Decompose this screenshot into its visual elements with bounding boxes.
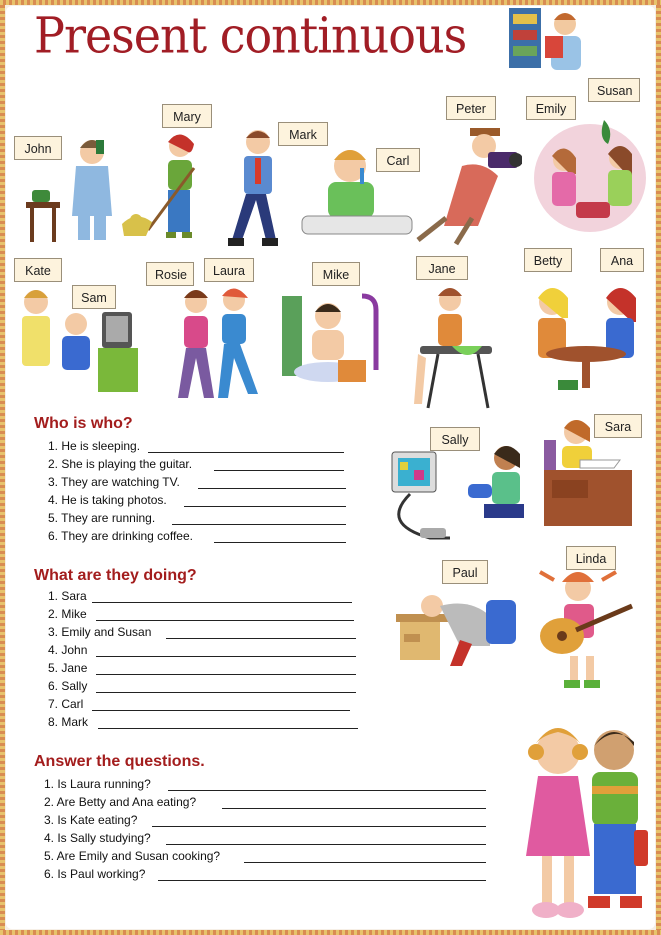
name-tag-emily: Emily [526,96,576,120]
answer-line[interactable] [172,524,346,525]
answer-line[interactable] [148,452,344,453]
question-text: 4. He is taking photos. [48,493,167,507]
name-tag-jane: Jane [416,256,468,280]
answer-line[interactable] [214,542,346,543]
two-kids-illustration [516,720,654,926]
name-tag-rosie: Rosie [146,262,194,286]
question-text: 6. Is Paul working? [44,867,146,881]
name-tag-paul: Paul [442,560,488,584]
answer-line[interactable] [96,620,354,621]
section-heading-what-are-they-doing: What are they doing? [34,567,197,584]
name-tag-sally: Sally [430,427,480,451]
name-tag-peter: Peter [446,96,496,120]
name-tag-mary: Mary [162,104,212,128]
answer-line[interactable] [166,844,486,845]
answer-line[interactable] [98,728,358,729]
question-text: 7. Carl [48,697,84,711]
name-tag-kate: Kate [14,258,62,282]
mike-bathing-illustration [282,292,382,388]
page-title: Present continuous [34,6,467,65]
answer-line[interactable] [244,862,486,863]
answer-line[interactable] [198,488,346,489]
question-text: 4. John [48,643,88,657]
question-text: 2. Are Betty and Ana eating? [44,795,197,809]
mary-sweeping-illustration [118,128,218,248]
name-tag-betty: Betty [524,248,572,272]
question-text: 2. She is playing the guitar. [48,457,193,471]
name-tag-mark: Mark [278,122,328,146]
jane-ironing-illustration [398,284,498,412]
name-tag-carl: Carl [376,148,420,172]
linda-playing-guitar-illustration [532,566,642,694]
question-text: 6. Sally [48,679,88,693]
name-tag-laura: Laura [204,258,254,282]
sally-playing-computer-illustration [380,444,530,548]
reading-boy-illustration [507,2,595,76]
name-tag-john: John [14,136,62,160]
section-heading-answer-the-questions: Answer the questions. [34,753,205,770]
answer-line[interactable] [158,880,486,881]
answer-line[interactable] [184,506,346,507]
name-tag-susan: Susan [588,78,640,102]
question-text: 4. Is Sally studying? [44,831,151,845]
answer-line[interactable] [92,602,352,603]
name-tag-ana: Ana [600,248,644,272]
question-text: 1. Is Laura running? [44,777,151,791]
answer-line[interactable] [214,470,344,471]
answer-line[interactable] [168,790,486,791]
peter-taking-photos-illustration [412,122,522,247]
answer-line[interactable] [222,808,486,809]
name-tag-mike: Mike [312,262,360,286]
answer-line[interactable] [166,638,356,639]
answer-line[interactable] [96,656,356,657]
name-tag-sam: Sam [72,285,116,309]
answer-line[interactable] [152,826,486,827]
answer-line[interactable] [96,674,356,675]
paul-sleeping-illustration [396,590,520,670]
rosie-laura-running-illustration [164,286,274,411]
answer-line[interactable] [96,692,356,693]
question-text: 3. Is Kate eating? [44,813,138,827]
name-tag-sara: Sara [594,414,642,438]
question-text: 5. Jane [48,661,88,675]
question-text: 8. Mark [48,715,89,729]
betty-ana-drinking-coffee-illustration [524,280,648,392]
question-text: 3. Emily and Susan [48,625,152,639]
question-text: 6. They are drinking coffee. [48,529,193,543]
question-text: 3. They are watching TV. [48,475,180,489]
question-text: 1. He is sleeping. [48,439,141,453]
emily-susan-cards-illustration [530,116,650,234]
answer-line[interactable] [92,710,350,711]
question-text: 2. Mike [48,607,87,621]
section-heading-who-is-who: Who is who? [34,415,133,432]
question-text: 1. Sara [48,589,87,603]
name-tag-linda: Linda [566,546,616,570]
question-text: 5. Are Emily and Susan cooking? [44,849,221,863]
question-text: 5. They are running. [48,511,156,525]
